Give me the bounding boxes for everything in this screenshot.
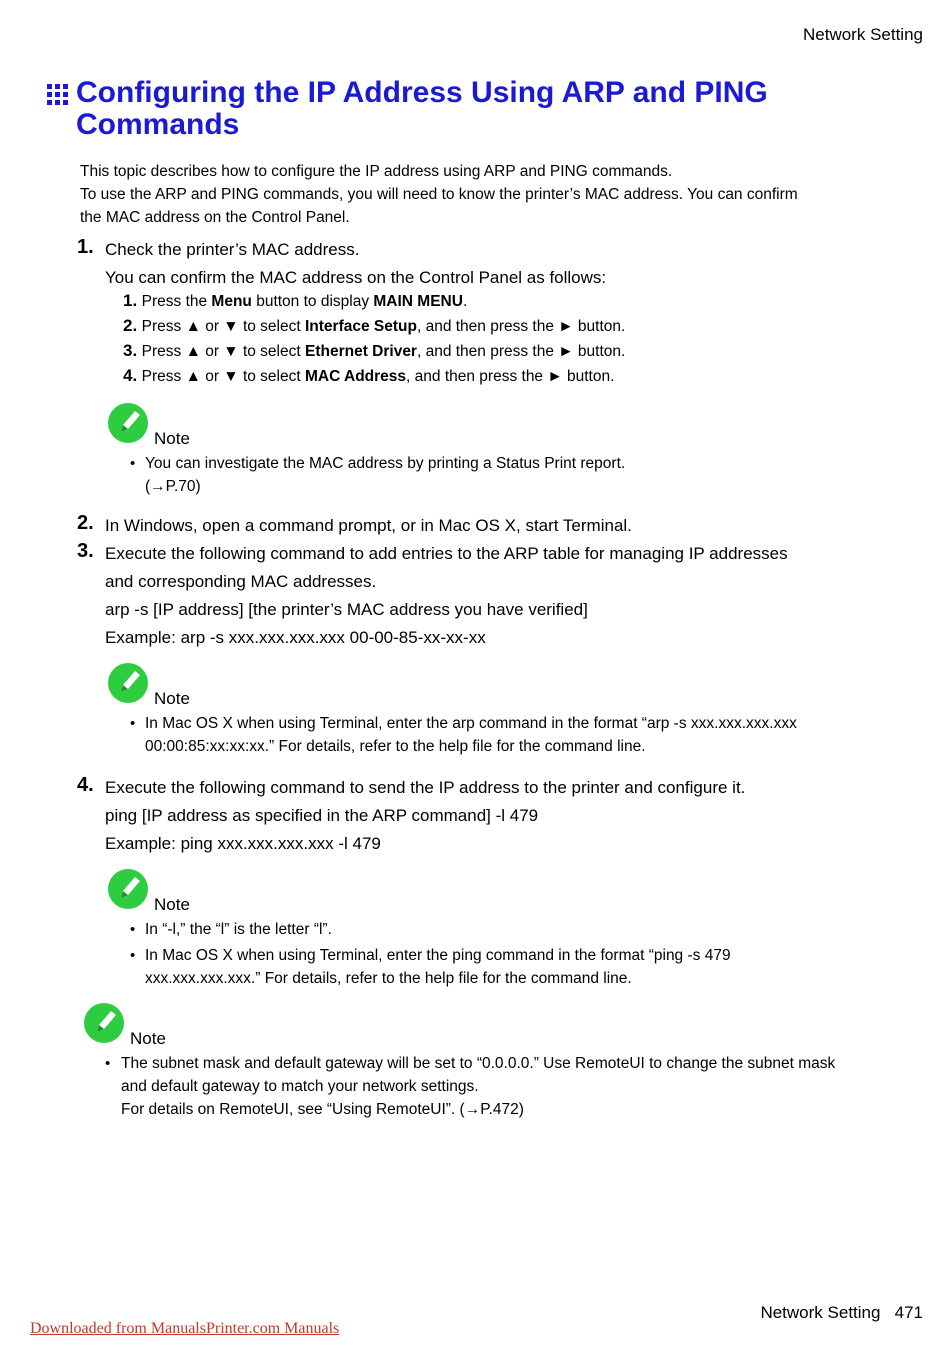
note-text: In “-l,” the “l” is the letter “l”. [145, 921, 332, 938]
bullet: • [130, 715, 136, 732]
page-footer: Network Setting 471 [760, 1303, 923, 1322]
running-header: Network Setting [803, 25, 923, 44]
step-text: Execute the following command to add entries to the ARP table for managing IP addresses and corresponding MAC addresses. arp -s [IP address] [the printer’s MAC address you have verified] Example: arp -s xxx.xxx.xxx.xxx 00-00-85-xx-xx-xx [105, 544, 788, 647]
note-label: Note [130, 1029, 166, 1048]
pencil-note-icon [107, 868, 149, 910]
sub-step: 2. Press ▲ or ▼ to select Interface Setup, and then press the ► button. [123, 316, 626, 335]
step-text: Check the printer’s MAC address. [105, 240, 360, 259]
step-text: In Windows, open a command prompt, or in Mac OS X, start Terminal. [105, 516, 632, 535]
bullet: • [130, 455, 136, 472]
note-label: Note [154, 429, 190, 448]
step-number: 3. [77, 540, 94, 562]
note-label: Note [154, 689, 190, 708]
note-label: Note [154, 895, 190, 914]
note-text: In Mac OS X when using Terminal, enter the arp command in the format “arp -s xxx.xxx.xxx.xxx 00:00:85:xx:xx:xx.” For details, refer to the help file for the command line. [145, 715, 797, 755]
pencil-note-icon [83, 1002, 125, 1044]
sub-step: 4. Press ▲ or ▼ to select MAC Address, and then press the ► button. [123, 366, 615, 385]
download-source-link[interactable]: Downloaded from ManualsPrinter.com Manuals [30, 1320, 340, 1337]
grid-icon [47, 84, 69, 106]
step-number: 4. [77, 774, 94, 796]
step-text: Execute the following command to send the IP address to the printer and configure it. ping [IP address as specified in the ARP command] -l 479 Example: ping xxx.xxx.xxx.xxx -l 479 [105, 778, 746, 853]
bullet: • [130, 921, 136, 938]
intro-paragraph: This topic describes how to configure the IP address using ARP and PING commands. To use the ARP and PING commands, you will need to know the printer’s MAC address. You can confirm the MAC address on the Control Panel. [80, 163, 798, 226]
note-text: You can investigate the MAC address by printing a Status Print report. (→P.70) [145, 455, 626, 495]
bullet: • [130, 947, 136, 964]
step-number: 2. [77, 512, 94, 534]
page-title: Configuring the IP Address Using ARP and PING Commands [76, 76, 768, 141]
bullet: • [105, 1055, 111, 1072]
note-text: In Mac OS X when using Terminal, enter the ping command in the format “ping -s 479 xxx.xxx.xxx.xxx.” For details, refer to the help file for the command line. [145, 947, 731, 987]
pencil-note-icon [107, 662, 149, 704]
note-text: The subnet mask and default gateway will be set to “0.0.0.0.” Use RemoteUI to change the subnet mask and default gateway to match your network settings. For details on RemoteUI, see “Using RemoteUI”. (→P.472) [121, 1055, 836, 1118]
step-subtext: You can confirm the MAC address on the Control Panel as follows: [105, 268, 607, 287]
sub-step: 1. Press the Menu button to display MAIN MENU. [123, 291, 468, 310]
pencil-note-icon [107, 402, 149, 444]
page-number: 471 [894, 1303, 923, 1322]
step-number: 1. [77, 236, 94, 258]
sub-step: 3. Press ▲ or ▼ to select Ethernet Driver, and then press the ► button. [123, 341, 626, 360]
